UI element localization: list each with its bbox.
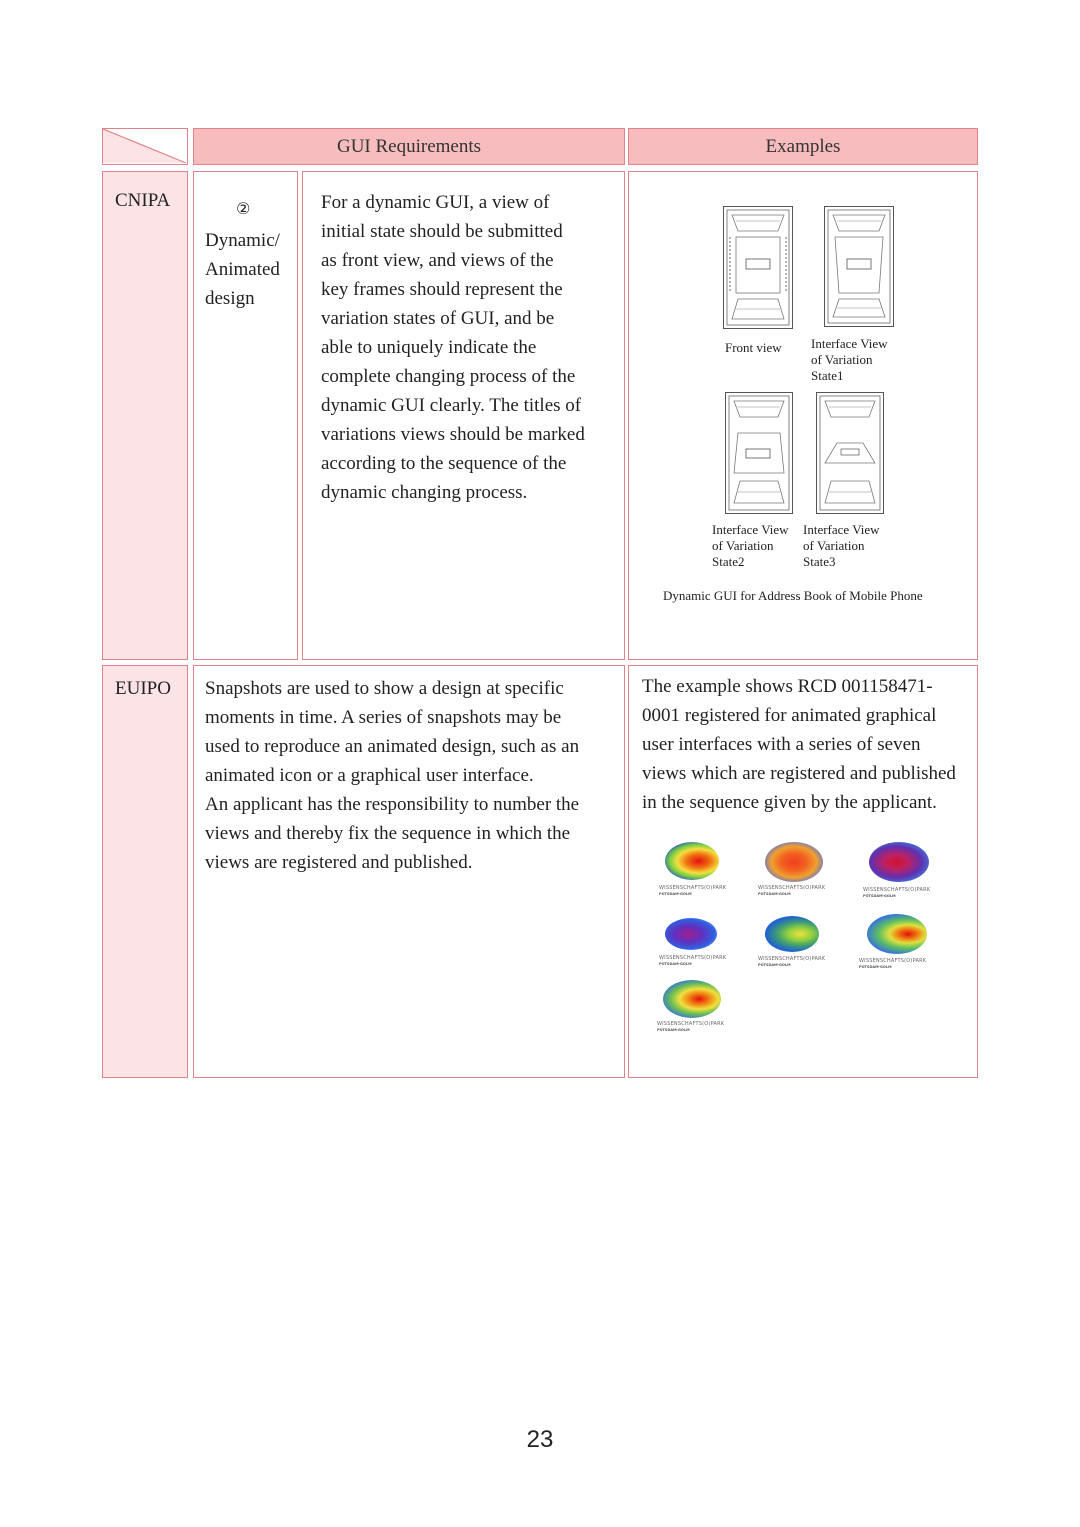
state1-label-line: Interface View (811, 336, 888, 351)
snapshot-3-image (869, 842, 929, 882)
requirement-line: variations views should be marked (321, 424, 585, 445)
snapshot-1-image (665, 842, 719, 880)
cnipa-office-label: CNIPA (115, 190, 171, 211)
state3-label-line: Interface View (803, 522, 880, 537)
snapshot-1-logo-text: WISSENSCHAFTS(O)PARK (659, 885, 727, 891)
state2-label-line: Interface View (712, 522, 789, 537)
requirement-line: moments in time. A series of snapshots may be (205, 707, 562, 728)
requirement-line: views are registered and published. (205, 852, 473, 873)
header-gui-requirements (193, 128, 625, 165)
example-caption: Dynamic GUI for Address Book of Mobile Phone (663, 588, 923, 603)
cnipa-example-cell (628, 171, 978, 660)
snapshot-6-image (867, 914, 927, 954)
requirement-line: able to uniquely indicate the (321, 337, 537, 358)
diagonal-divider (103, 129, 187, 164)
state3-label-line: State3 (803, 554, 836, 569)
phone-wireframe-graphic (825, 207, 893, 326)
euipo-office-label: EUIPO (115, 678, 171, 699)
requirement-line: dynamic changing process. (321, 482, 528, 503)
euipo-requirement-cell (193, 665, 625, 1078)
euipo-example-cell (628, 665, 978, 1078)
snapshot-4-image (665, 918, 717, 950)
header-examples-label: Examples (765, 136, 841, 157)
phone-front-view-image (723, 206, 793, 329)
header-examples (628, 128, 978, 165)
example-line: in the sequence given by the applicant. (642, 792, 937, 813)
snapshot-6-logo-text: WISSENSCHAFTS(O)PARK (859, 958, 927, 964)
snapshot-1-logo-subtext: POTSDAM-GOLM (659, 892, 692, 896)
requirement-line: Snapshots are used to show a design at specific (205, 678, 564, 699)
requirement-line: dynamic GUI clearly. The titles of (321, 395, 582, 416)
example-line: 0001 registered for animated graphical (642, 705, 937, 726)
requirement-line: initial state should be submitted (321, 221, 563, 242)
cnipa-requirement-cell (302, 171, 625, 660)
requirement-line: views and thereby fix the sequence in which the (205, 823, 571, 844)
state1-label-line: State1 (811, 368, 844, 383)
example-line: user interfaces with a series of seven (642, 734, 921, 755)
category-line: Animated (205, 259, 280, 280)
front-view-label: Front view (725, 340, 782, 355)
snapshot-5-logo-text: WISSENSCHAFTS(O)PARK (758, 956, 826, 962)
header-corner-cell (102, 128, 188, 165)
snapshot-4-logo-text: WISSENSCHAFTS(O)PARK (659, 955, 727, 961)
phone-wireframe-graphic (726, 393, 792, 513)
category-line: design (205, 288, 255, 309)
state2-label-line: State2 (712, 554, 745, 569)
requirement-line: key frames should represent the (321, 279, 563, 300)
phone-state3-image (816, 392, 884, 514)
cnipa-office-cell (102, 171, 188, 660)
example-line: views which are registered and published (642, 763, 956, 784)
requirement-line: An applicant has the responsibility to number the (205, 794, 580, 815)
phone-state2-image (725, 392, 793, 514)
snapshot-5-logo-subtext: POTSDAM-GOLM (758, 963, 791, 967)
snapshot-3-logo-subtext: POTSDAM-GOLM (863, 894, 896, 898)
requirement-line: as front view, and views of the (321, 250, 554, 271)
cnipa-category-cell (193, 171, 298, 660)
snapshot-7-logo-text: WISSENSCHAFTS(O)PARK (657, 1021, 725, 1027)
circled-number: ② (236, 199, 251, 218)
page-number: 23 (526, 1426, 554, 1453)
example-line: The example shows RCD 001158471- (642, 676, 933, 697)
requirement-line: For a dynamic GUI, a view of (321, 192, 550, 213)
phone-state1-image (824, 206, 894, 327)
requirement-line: variation states of GUI, and be (321, 308, 555, 329)
phone-wireframe-graphic (817, 393, 883, 513)
snapshot-2-logo-subtext: POTSDAM-GOLM (758, 892, 791, 896)
phone-wireframe-graphic (724, 207, 792, 328)
snapshot-3-logo-text: WISSENSCHAFTS(O)PARK (863, 887, 931, 893)
snapshot-2-logo-text: WISSENSCHAFTS(O)PARK (758, 885, 826, 891)
euipo-office-cell (102, 665, 188, 1078)
snapshot-7-logo-subtext: POTSDAM-GOLM (657, 1028, 690, 1032)
snapshot-5-image (765, 916, 819, 952)
requirement-line: according to the sequence of the (321, 453, 567, 474)
category-line: Dynamic/ (205, 230, 280, 251)
state1-label-line: of Variation (811, 352, 873, 367)
snapshot-7-image (663, 980, 721, 1018)
snapshot-2-image (765, 842, 823, 882)
requirement-line: animated icon or a graphical user interface. (205, 765, 534, 786)
header-gui-requirements-label: GUI Requirements (336, 136, 482, 157)
requirement-line: used to reproduce an animated design, such as an (205, 736, 580, 757)
state3-label-line: of Variation (803, 538, 865, 553)
requirement-line: complete changing process of the (321, 366, 576, 387)
snapshot-4-logo-subtext: POTSDAM-GOLM (659, 962, 692, 966)
state2-label-line: of Variation (712, 538, 774, 553)
snapshot-6-logo-subtext: POTSDAM-GOLM (859, 965, 892, 969)
